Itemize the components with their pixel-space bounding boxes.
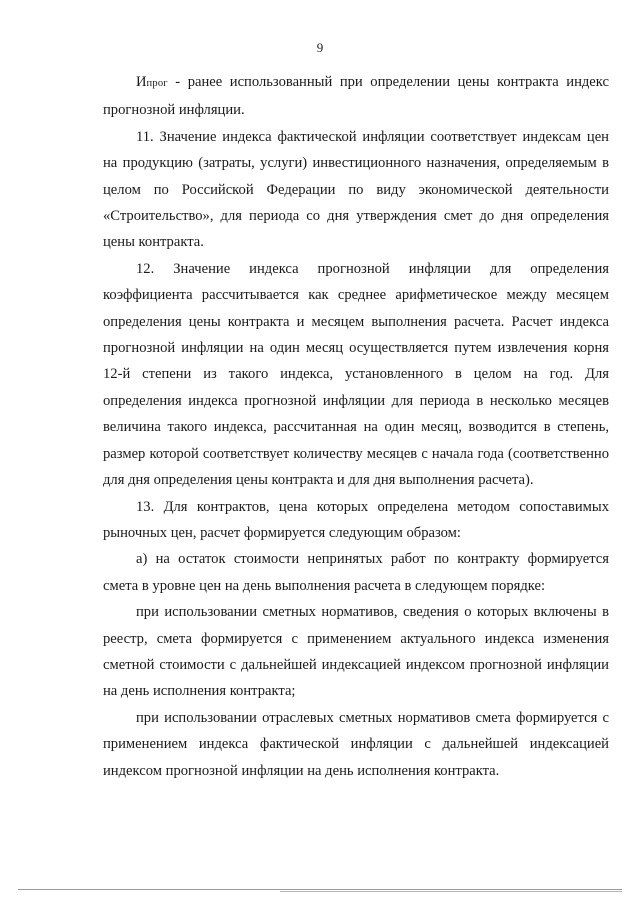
paragraph-13-a-2: при использовании отраслевых сметных нормативов смета формируется с применением индекса фактической инфляции с дальнейшей индексацией индексом прогнозной инфляции на день исполнения контракта. [103,709,609,779]
paragraph-13: 13. Для контрактов, цена которых определена методом сопоставимых рыночных цен, расчет формируется следующим образом: [103,498,609,541]
paragraph-text: - ранее использованный при определении цены контракта индекс прогнозной инфляции. [103,74,609,119]
paragraph-13-a-1: при использовании сметных нормативов, сведения о которых включены в реестр, смета формируется с применением актуального индекса изменения сметной стоимости с дальнейшей индексацией индексом прогнозной инфляции на день исполнения контракта; [103,604,609,700]
index-symbol: И [136,74,147,90]
bottom-scan-edge [18,889,622,890]
index-symbol-subscript: прог [146,78,168,89]
document-body [103,69,609,784]
paragraph-11: 11. Значение индекса фактической инфляции соответствует индексам цен на продукцию (затраты, услуги) инвестиционного назначения, определяемым в целом по Российской Федерации по виду экономической деятельности «Строительство», для периода со дня утверждения смет до дня определения цены контракта. [103,128,609,251]
paragraph-12: 12. Значение индекса прогнозной инфляции для определения коэффициента рассчитывается как среднее арифметическое между месяцем определения цены контракта и месяцем выполнения расчета. Расчет индекса прогнозной инфляции на один месяц осуществляется путем извлечения корня 12-й степени из такого индекса, установленного в целом на год. Для определения индекса прогнозной инфляции для периода в несколько месяцев величина такого индекса, рассчитанная на один месяц, возводится в степень, размер которой соответствует количеству месяцев с начала года (соответственно для дня определения цены контракта и для дня выполнения расчета). [103,260,609,489]
page-number: 9 [316,40,324,55]
bottom-scan-edge-secondary [280,891,622,892]
paragraph-index-definition [103,69,609,124]
paragraph-13-a: а) на остаток стоимости непринятых работ по контракту формируется смета в уровне цен на день выполнения расчета в следующем порядке: [103,551,609,594]
